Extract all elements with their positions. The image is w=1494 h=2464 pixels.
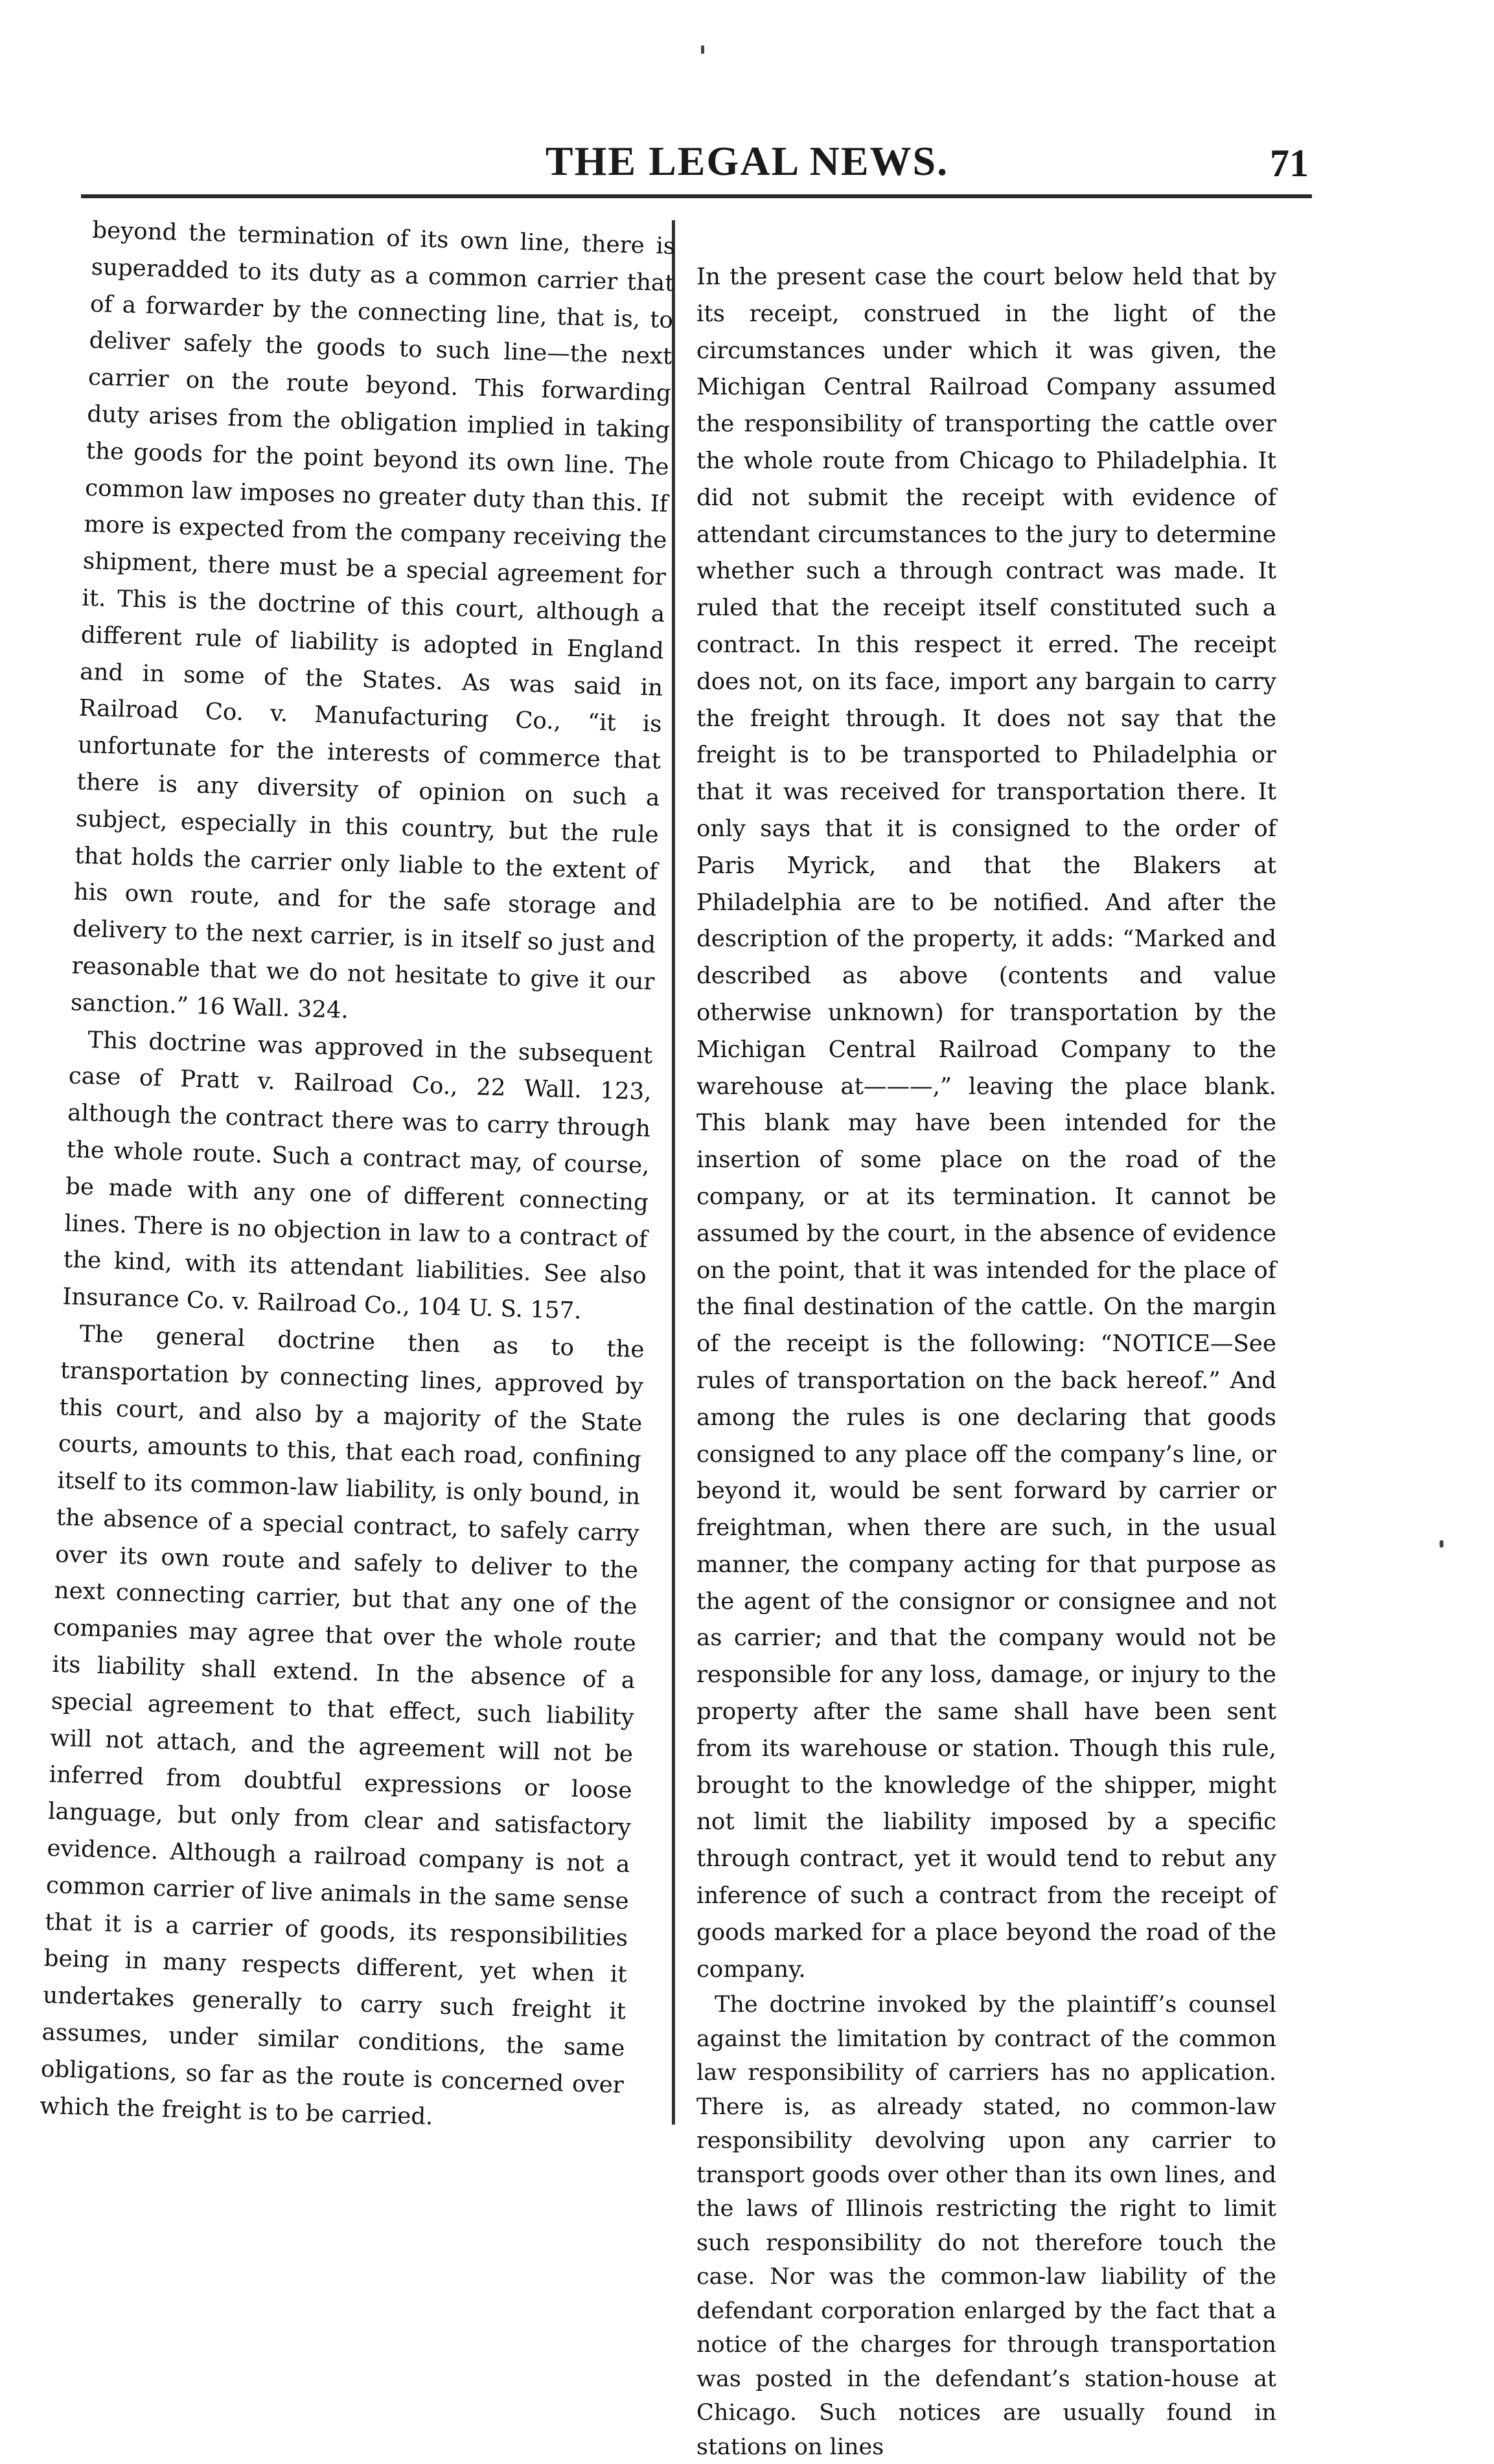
right-paragraph-2: The doctrine invoked by the plaintiff’s counsel against the limitation by contract of the common law responsibility of carriers has no application. There is, as already stated, no common-law responsibility devolving upon any carrier to transport goods over other than its own lines, and the laws of Illinois restricting the right to limit such responsibility do not therefore touch the case. Nor was the common-law liability of the defendant corporation enlarged by the fact that a notice of the charges for through transportation was posted in the defendant’s station-house at Chicago. Such notices are usually found in stations on lines	[696, 1992, 1276, 2460]
header-rule	[81, 194, 1312, 198]
page-header	[0, 0, 1494, 214]
page-number: 71	[1270, 142, 1309, 185]
left-paragraph-3: The general doctrine then as to the transportation by connecting lines, approved by this court, and also by a majority of the State courts, amounts to this, that each road, confining itself to its common-law liability, is only bound, in the absence of a special contract, to safely carry over its own route and safely to deliver to the next connecting carrier, but that any one of the companies may agree that over the whole route its liability shall extend. In the absence of a special agreement to that effect, such liability will not attach, and the agreement will not be inferred from doubtful expressions or loose language, but only from clear and satisfactory evidence. Although a railroad company is not a common carrier of live animals in the same sense that it is a carrier of goods, its responsibilities being in many respects different, yet when it undertakes generally to carry such freight it assumes, under similar conditions, the same obligations, so far as the route is concerned over which the freight is to be carried.	[39, 1320, 645, 2130]
running-title: THE LEGAL NEWS.	[545, 138, 949, 184]
stray-ink-mark	[1440, 1540, 1443, 1547]
right-paragraph-1: In the present case the court below held that by its receipt, construed in the light of the circumstances under which it was given, the Michigan Central Railroad Company assumed the responsibility of transporting the cattle over the whole route from Chicago to Philadelphia. It did not submit the receipt with evidence of attendant circumstances to the jury to determine whether such a through contract was made. It ruled that the receipt itself constituted such a contract. In this respect it erred. The receipt does not, on its face, import any bargain to carry the freight through. It does not say that the freight is to be transported to Philadelphia or that it was received for transportation there. It only says that it is consigned to the order of Paris Myrick, and that the Blakers at Philadelphia are to be notified. And after the description of the property, it adds: “Marked and described as above (contents and value otherwise unknown) for transportation by the Michigan Central Railroad Company to the warehouse at———,” leaving the place blank. This blank may have been intended for the insertion of some place on the road of the company, or at its termination. It cannot be assumed by the court, in the absence of evidence on the point, that it was intended for the place of the final destination of the cattle. On the margin of the receipt is the following: “NOTICE—See rules of transportation on the back hereof.” And among the rules is one declaring that goods consigned to any place off the company’s line, or beyond it, would be sent forward by carrier or freightman, when there are such, in the usual manner, the company acting for that purpose as the agent of the consignor or consignee and not as carrier; and that the company would not be responsible for any loss, damage, or injury to the property after the same shall have been sent from its warehouse or station. Though this rule, brought to the knowledge of the shipper, might not limit the liability imposed by a specific through contract, yet it would tend to rebut any inference of such a contract from the receipt of goods marked for a place beyond the road of the company.	[696, 264, 1276, 1983]
left-column	[40, 212, 676, 2141]
left-paragraph-2: This doctrine was approved in the subsequent case of Pratt v. Railroad Co., 22 Wall. 123, although the contract there was to carry through the whole route. Such a contract may, of course, be made with any one of different connecting lines. There is no objection in law to a contract of the kind, with its attendant liabilities. See also Insurance Co. v. Railroad Co., 104 U. S. 157.	[62, 1026, 653, 1325]
left-paragraph-1: beyond the termination of its own line, there is superadded to its duty as a common carrier that of a forwarder by the connecting line, that is, to deliver safely the goods to such line—the next carrier on the route beyond. This forwarding duty arises from the obligation implied in taking the goods for the point beyond its own line. The common law imposes no greater duty than this. If more is expected from the company receiving the shipment, there must be a special agreement for it. This is the doctrine of this court, although a different rule of liability is adopted in England and in some of the States. As was said in Railroad Co. v. Manufacturing Co., “it is unfortunate for the interests of commerce that there is any diversity of opinion on such a subject, especially in this country, but the rule that holds the carrier only liable to the extent of his own route, and for the safe storage and delivery to the next carrier, is in itself so just and reasonable that we do not hesitate to give it our sanction.” 16 Wall. 324.	[70, 216, 676, 1024]
stray-ink-mark	[701, 45, 704, 54]
right-column	[696, 259, 1276, 2464]
column-divider	[672, 220, 675, 2125]
